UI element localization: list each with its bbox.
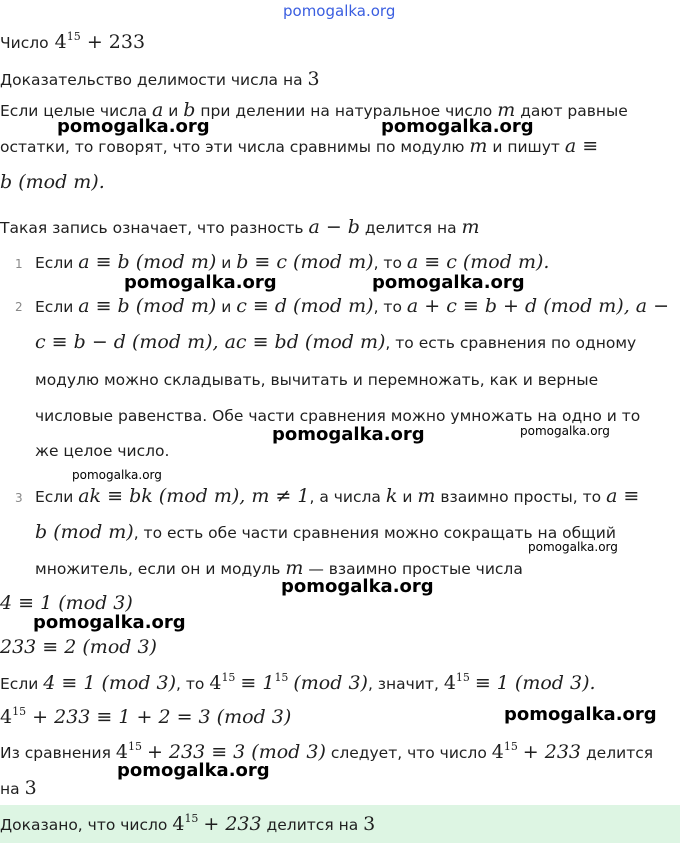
watermark: pomogalka.org	[272, 424, 425, 445]
watermark: pomogalka.org	[72, 468, 162, 482]
watermark: pomogalka.org	[281, 576, 434, 597]
note-line: Такая запись означает, что разность a − b делится на m	[0, 216, 480, 238]
equation-4: $4^{15} + 233 \equiv 1 + 2 = 3$ (mod 3)	[0, 705, 292, 728]
intro-line-2: остатки, то говорят, что эти числа сравнимы по модулю m и пишут a ≡	[0, 135, 599, 157]
watermark-top[interactable]: pomogalka.org	[283, 2, 396, 20]
list-item-1: Если a ≡ b (mod m) и b ≡ c (mod m), то a ≡ c (mod m).	[35, 251, 550, 273]
list-number-1: 1	[15, 257, 23, 271]
watermark: pomogalka.org	[57, 116, 210, 137]
page-title: Число $4^{15} + 233$	[0, 30, 146, 53]
watermark: pomogalka.org	[504, 704, 657, 725]
watermark: pomogalka.org	[372, 272, 525, 293]
list-item-2-line-1: Если a ≡ b (mod m) и c ≡ d (mod m), то a + c ≡ b + d (mod m), a −	[35, 295, 670, 317]
watermark: pomogalka.org	[520, 424, 610, 438]
equation-1: 4 ≡ 1 (mod 3)	[0, 592, 133, 614]
list-item-3-line-1: Если ak ≡ bk (mod m), m ≠ 1, а числа k и m взаимно просты, то a ≡	[35, 485, 640, 507]
equation-2: 233 ≡ 2 (mod 3)	[0, 636, 157, 658]
intro-line-3: b (mod m).	[0, 171, 105, 193]
watermark: pomogalka.org	[381, 116, 534, 137]
list-item-2-line-4: числовые равенства. Обе части сравнения можно умножать на одно и то	[35, 407, 641, 425]
watermark: pomogalka.org	[117, 760, 270, 781]
equation-3: Если 4 ≡ 1 (mod 3), то $4^{15} \equiv 1^{15}$ (mod 3), значит, $4^{15} \equiv 1$ (mod 3).	[0, 671, 596, 694]
final-result-text: Доказано, что число $4^{15} + 233$ делится на 3	[0, 812, 376, 835]
list-item-3-line-2: b (mod m), то есть обе части сравнения можно сокращать на общий	[35, 521, 616, 543]
conclusion-line-1: Из сравнения $4^{15} + 233 \equiv 3$ (mod 3) следует, что число $4^{15} + 233$ делится	[0, 740, 654, 763]
list-item-2-line-5: же целое число.	[35, 442, 170, 460]
watermark: pomogalka.org	[528, 540, 618, 554]
list-item-3-line-3: множитель, если он и модуль m — взаимно простые числа	[35, 557, 523, 579]
proof-subtitle: Доказательство делимости числа на 3	[0, 68, 320, 90]
list-number-2: 2	[15, 300, 23, 314]
list-item-2-line-3: модулю можно складывать, вычитать и перемножать, как и верные	[35, 371, 599, 389]
list-item-2-line-2: c ≡ b − d (mod m), ac ≡ bd (mod m), то есть сравнения по одному	[35, 331, 637, 353]
watermark: pomogalka.org	[33, 612, 186, 633]
watermark: pomogalka.org	[124, 272, 277, 293]
list-number-3: 3	[15, 491, 23, 505]
conclusion-line-2: на 3	[0, 777, 37, 799]
intro-line-1: Если целые числа a и b при делении на натуральное число m дают равные	[0, 99, 628, 121]
